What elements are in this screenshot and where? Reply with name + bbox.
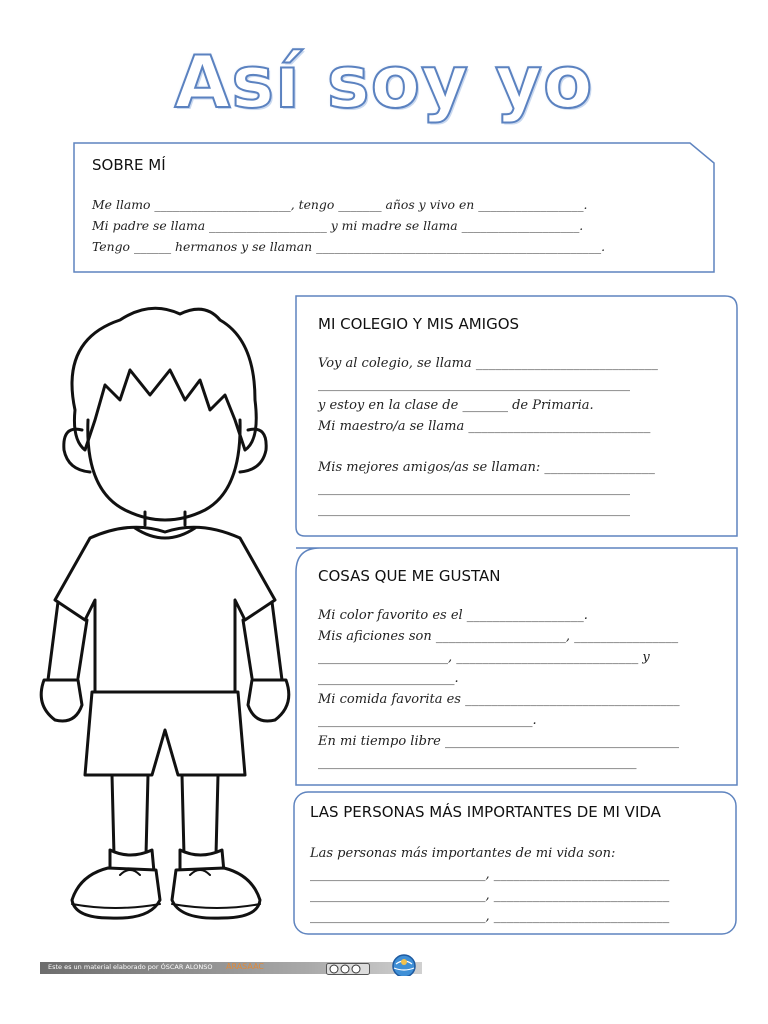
gustos-line-3: ____________________, ____________________________ y xyxy=(318,650,650,665)
sobre-mi-line-2: Mi padre se llama ___________________ y mi madre se llama ___________________. xyxy=(92,218,584,233)
colegio-line-2: ________________________________________________ xyxy=(318,377,630,392)
colegio-heading: MI COLEGIO Y MIS AMIGOS xyxy=(318,315,520,333)
personas-line-3: ___________________________, ___________________________ xyxy=(310,888,670,903)
gustos-line-7: En mi tiempo libre ____________________________________ xyxy=(318,734,679,749)
personas-line-4: ___________________________, ___________________________ xyxy=(310,909,670,924)
boy-figure-illustration xyxy=(30,300,300,930)
sobre-mi-line-3: Tengo ______ hermanos y se llaman ______________________________________________. xyxy=(92,239,606,254)
colegio-line-7: ________________________________________________ xyxy=(318,502,630,517)
colegio-line-3: y estoy en la clase de _______ de Primaria. xyxy=(318,398,594,413)
gustos-line-8: _________________________________________________ xyxy=(318,755,637,770)
gustos-line-2: Mis aficiones son ____________________, ________________ xyxy=(318,629,679,644)
personas-line-2: ___________________________, ___________________________ xyxy=(310,867,670,882)
personas-heading: LAS PERSONAS MÁS IMPORTANTES DE MI VIDA xyxy=(310,803,661,821)
colegio-line-6: ________________________________________________ xyxy=(318,481,630,496)
personas-line-1: Las personas más importantes de mi vida son: xyxy=(310,846,616,861)
gustos-line-6: _________________________________. xyxy=(318,713,537,728)
footer-credit: Este es un material elaborado por ÓSCAR ALONSO xyxy=(48,963,213,971)
sobre-mi-line-1: Me llamo ______________________, tengo _______ años y vivo en _________________. xyxy=(92,197,588,212)
page-title: Así soy yo xyxy=(174,40,594,124)
creative-commons-icon xyxy=(326,963,370,975)
gustos-heading: COSAS QUE ME GUSTAN xyxy=(318,567,501,585)
gustos-line-1: Mi color favorito es el __________________. xyxy=(318,608,588,623)
sobre-mi-heading: SOBRE MÍ xyxy=(92,156,166,174)
globe-logo-icon xyxy=(386,952,422,976)
gustos-line-4: _____________________. xyxy=(318,671,459,686)
colegio-line-4: Mi maestro/a se llama ____________________________ xyxy=(318,419,651,434)
gustos-line-5: Mi comida favorita es _________________________________ xyxy=(318,692,680,707)
arasaac-logo: ARASAAC xyxy=(226,962,265,971)
colegio-line-1: Voy al colegio, se llama ____________________________ xyxy=(318,356,658,371)
colegio-line-5: Mis mejores amigos/as se llaman: _________________ xyxy=(318,460,655,475)
